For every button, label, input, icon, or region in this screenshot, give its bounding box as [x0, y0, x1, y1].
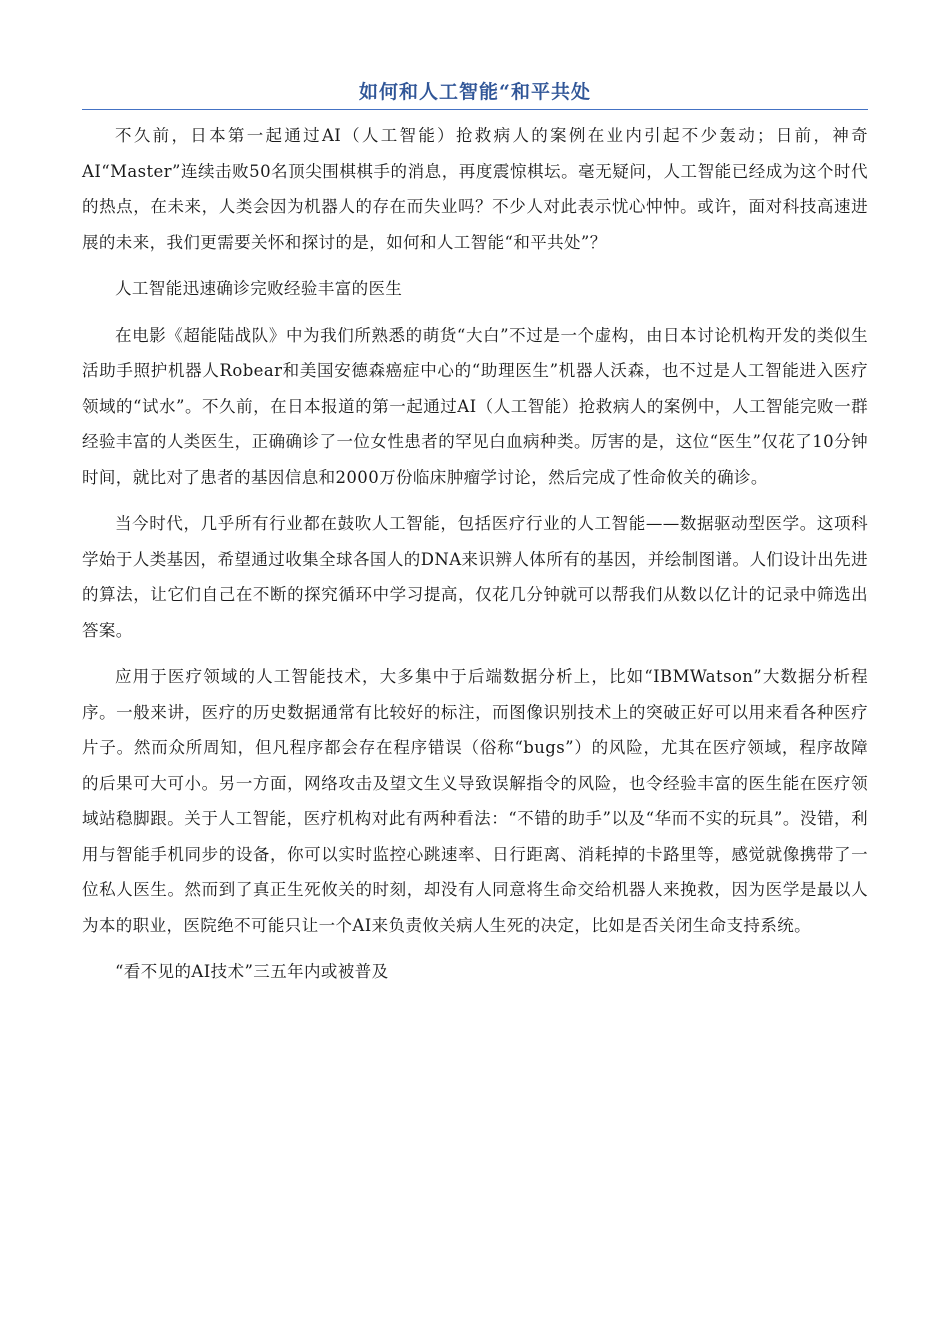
paragraph-data-driven-medicine: 当今时代，几乎所有行业都在鼓吹人工智能，包括医疗行业的人工智能——数据驱动型医学。这项科学始于人类基因，希望通过收集全球各国人的DNA来识辨人体所有的基因，并绘制图谱。人们设计出先进的算法，让它们自己在不断的探究循环中学习提高，仅花几分钟就可以帮我们从数以亿计的记录中筛选出答案。	[82, 514, 868, 640]
document-title: 如何和人工智能“和平共处	[82, 78, 868, 110]
paragraph-intro: 不久前，日本第一起通过AI（人工智能）抢救病人的案例在业内引起不少轰动；日前，神奇AI“Master”连续击败50名顶尖围棋棋手的消息，再度震惊棋坛。毫无疑问，人工智能已经成为这个时代的热点，在未来，人类会因为机器人的存在而失业吗？不少人对此表示忧心忡忡。或许，面对科技高速进展的未来，我们更需要关怀和探讨的是，如何和人工智能“和平共处”？	[82, 126, 868, 252]
section-heading-invisible-ai: “看不见的AI技术”三五年内或被普及	[115, 962, 389, 981]
paragraph-ai-diagnosis: 在电影《超能陆战队》中为我们所熟悉的萌货“大白”不过是一个虚构，由日本讨论机构开发的类似生活助手照护机器人Robear和美国安德森癌症中心的“助理医生”机器人沃森，也不过是人工智能进入医疗领域的“试水”。不久前，在日本报道的第一起通过AI（人工智能）抢救病人的案例中，人工智能完败一群经验丰富的人类医生，正确确诊了一位女性患者的罕见白血病种类。厉害的是，这位“医生”仅花了10分钟时间，就比对了患者的基因信息和2000万份临床肿瘤学讨论，然后完成了性命攸关的确诊。	[82, 325, 868, 487]
document-page	[82, 78, 868, 990]
paragraph-medical-ai-applications: 应用于医疗领域的人工智能技术，大多集中于后端数据分析上，比如“IBMWatson”大数据分析程序。一般来讲，医疗的历史数据通常有比较好的标注，而图像识别技术上的突破正好可以用来看各种医疗片子。然而众所周知，但凡程序都会存在程序错误（俗称“bugs”）的风险，尤其在医疗领域，程序故障的后果可大可小。另一方面，网络攻击及望文生义导致误解指令的风险，也令经验丰富的医生能在医疗领域站稳脚跟。关于人工智能，医疗机构对此有两种看法：“不错的助手”以及“华而不实的玩具”。没错，利用与智能手机同步的设备，你可以实时监控心跳速率、日行距离、消耗掉的卡路里等，感觉就像携带了一位私人医生。然而到了真正生死攸关的时刻，却没有人同意将生命交给机器人来挽救，因为医学是最以人为本的职业，医院绝不可能只让一个AI来负责攸关病人生死的决定，比如是否关闭生命支持系统。	[82, 667, 868, 935]
section-heading-ai-diagnosis: 人工智能迅速确诊完败经验丰富的医生	[115, 279, 403, 298]
